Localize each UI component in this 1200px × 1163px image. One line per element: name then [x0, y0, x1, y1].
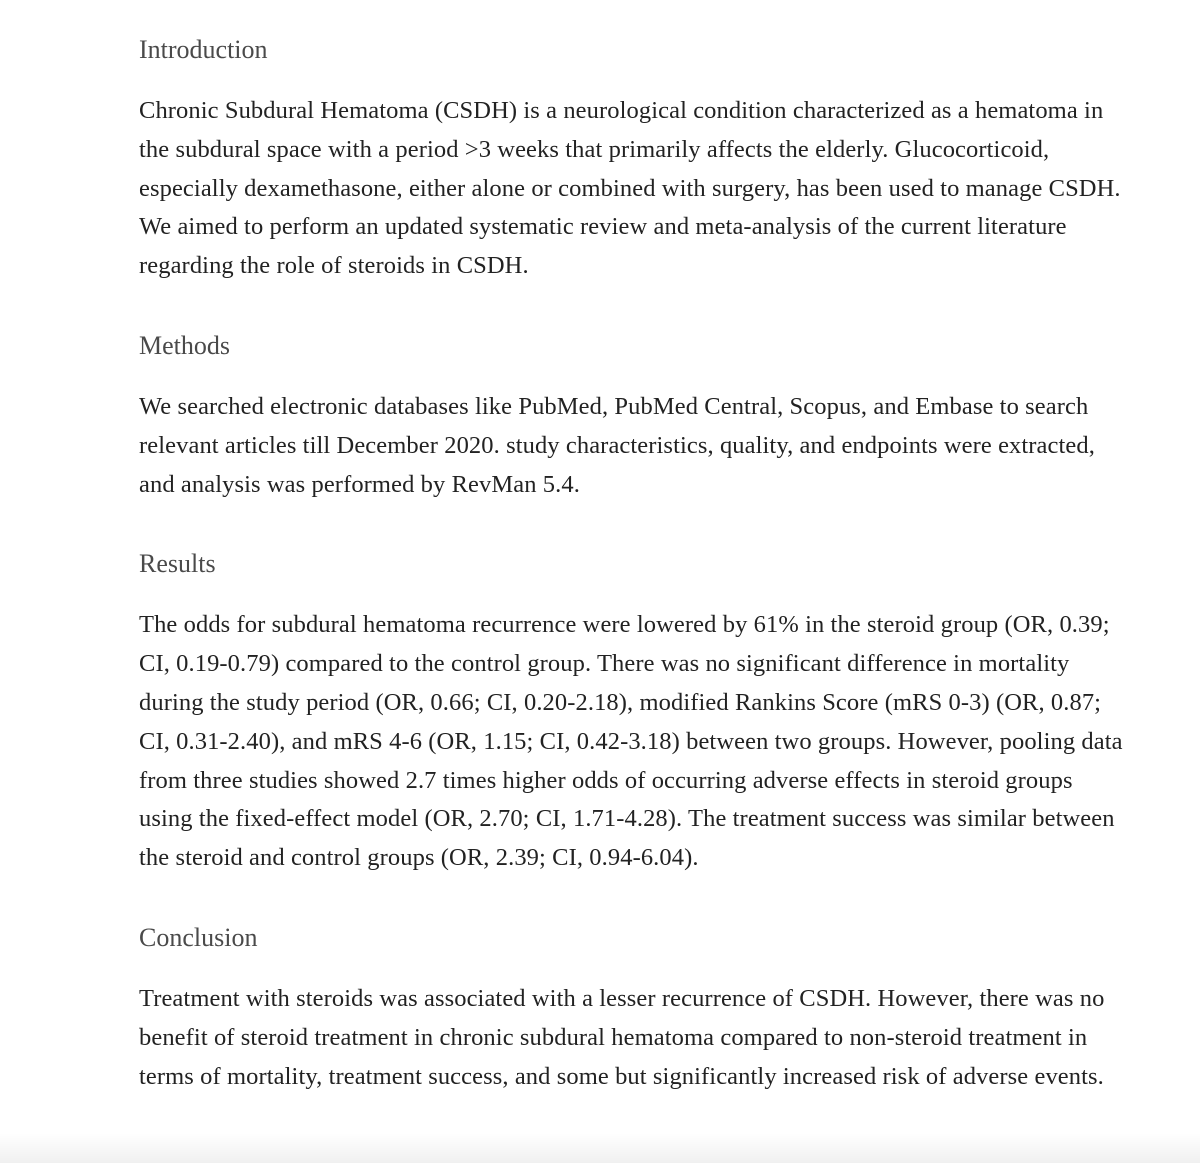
bottom-shadow: [0, 1133, 1200, 1163]
results-heading: Results: [139, 549, 216, 579]
methods-text: We searched electronic databases like PubMed, PubMed Central, Scopus, and Embase to search relevant articles till December 2020. study characteristics, quality, and endpoints were extracted, and analysis was performed by RevMan 5.4.: [139, 392, 1095, 498]
introduction-text: Chronic Subdural Hematoma (CSDH) is a neurological condition characterized as a hematoma in the subdural space with a period >3 weeks that primarily affects the elderly. Glucocorticoid, especially dexamethasone, either alone or combined with surgery, has been used to manage CSDH. We aimed to perform an updated systematic review and meta-analysis of the current literature regarding the role of steroids in CSDH.: [139, 97, 1121, 280]
abstract: [139, 30, 1129, 1136]
methods-section: [139, 326, 1129, 504]
introduction-heading: Introduction: [139, 35, 268, 64]
introduction-section: [139, 30, 1129, 286]
conclusion-text: Treatment with steroids was associated with a lesser recurrence of CSDH. However, there was no benefit of steroid treatment in chronic subdural hematoma compared to non-steroid treatment in terms of mortality, treatment success, and some but significantly increased risk of adverse events.: [139, 984, 1105, 1090]
conclusion-heading: Conclusion: [139, 922, 258, 952]
results-text: The odds for subdural hematoma recurrence were lowered by 61% in the steroid group (OR, 0.39; CI, 0.19-0.79) compared to the control group. There was no significant difference in mortality during the study period (OR, 0.66; CI, 0.20-2.18), modified Rankins Score (mRS 0-3) (OR, 0.87; CI, 0.31-2.40), and mRS 4-6 (OR, 1.15; CI, 0.42-3.18) between two groups. However, pooling data from three studies showed 2.7 times higher odds of occurring adverse effects in steroid groups using the fixed-effect model (OR, 2.70; CI, 1.71-4.28). The treatment success was similar between the steroid and control groups (OR, 2.39; CI, 0.94-6.04).: [139, 611, 1123, 872]
methods-heading: Methods: [139, 330, 230, 360]
results-section: [139, 544, 1129, 878]
conclusion-section: [139, 918, 1129, 1096]
